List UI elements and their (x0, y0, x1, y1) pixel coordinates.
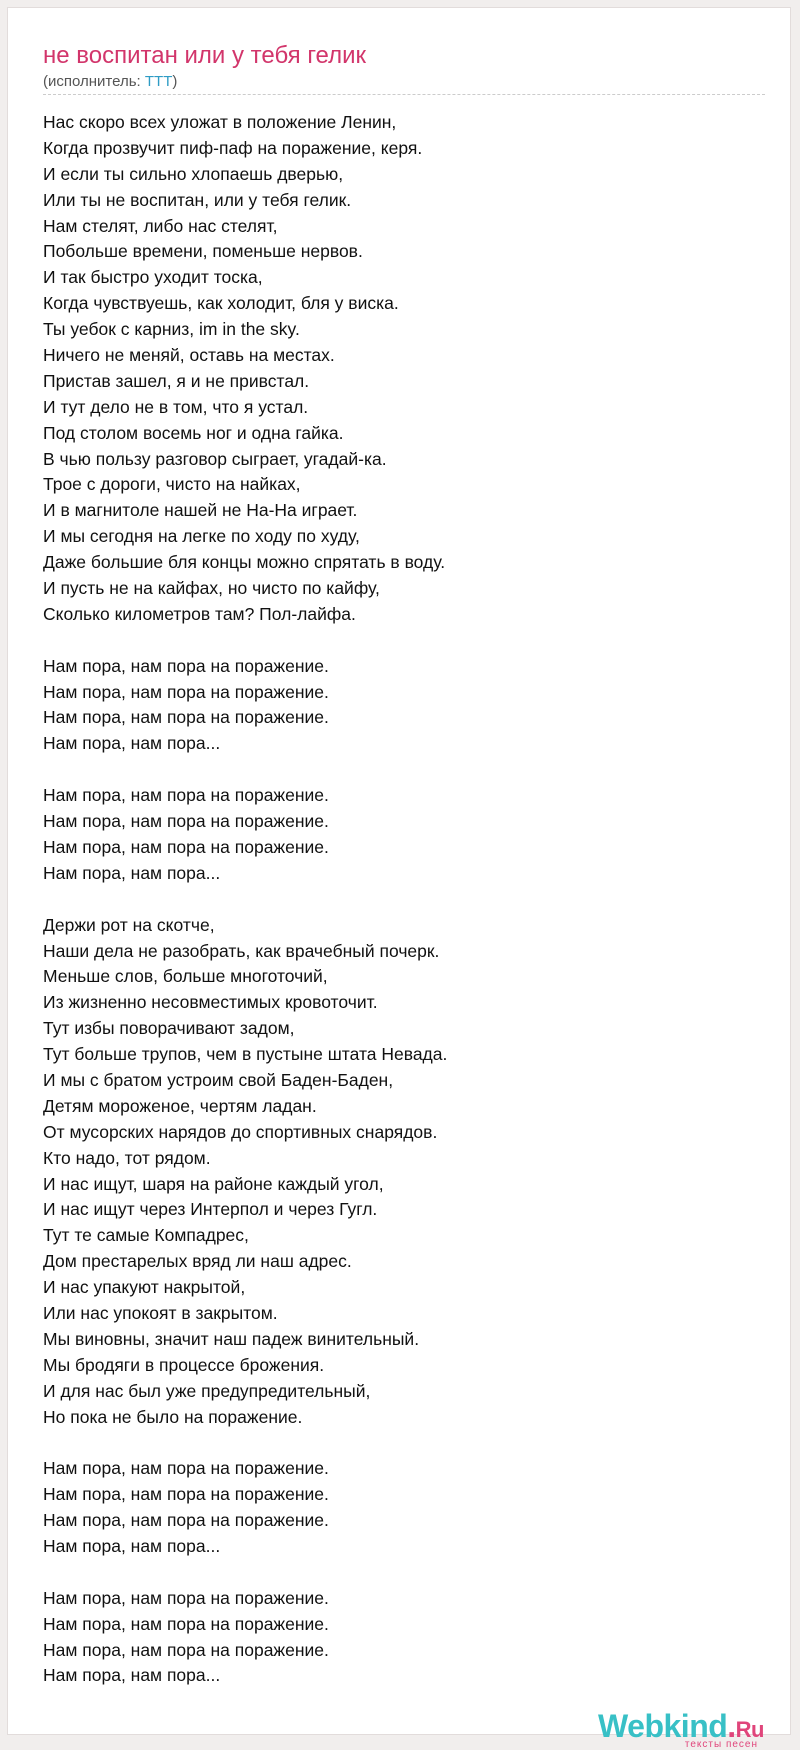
lyric-line: Сколько километров там? Пол-лайфа. (43, 603, 356, 624)
lyric-line: И если ты сильно хлопаешь дверью, (43, 163, 344, 184)
lyric-line: И так быстро уходит тоска, (43, 267, 263, 288)
lyric-line: Под столом восемь ног и одна гайка. (43, 422, 344, 443)
lyric-line: Дом престарелых вряд ли наш адрес. (43, 1251, 352, 1272)
lyric-line: В чью пользу разговор сыграет, угадай-ка. (43, 448, 387, 469)
lyric-line: Нам пора, нам пора на поражение. (43, 836, 329, 857)
lyric-line: Нам пора, нам пора на поражение. (43, 1639, 329, 1660)
lyric-line: Но пока не было на поражение. (43, 1406, 303, 1427)
lyric-line: Мы виновны, значит наш падеж винительный. (43, 1328, 420, 1349)
lyrics-body (43, 110, 773, 1689)
lyric-line: Ты уебок с карниз, im in the sky. (43, 319, 300, 340)
lyric-line: Нам пора, нам пора на поражение. (43, 1484, 329, 1505)
lyric-line: Или нас упокоят в закрытом. (43, 1302, 278, 1323)
lyric-line: Нам пора, нам пора на поражение. (43, 811, 329, 832)
lyric-line: Нам пора, нам пора на поражение. (43, 655, 329, 676)
lyric-line: Нам пора, нам пора на поражение. (43, 1613, 329, 1634)
logo-tld: Ru (735, 1717, 764, 1742)
lyric-line: Нам пора, нам пора на поражение. (43, 1510, 329, 1531)
lyric-line: Нам пора, нам пора на поражение. (43, 785, 329, 806)
lyric-line: Мы бродяги в процессе брожения. (43, 1354, 325, 1375)
lyric-line: И мы с братом устроим свой Баден-Баден, (43, 1069, 394, 1090)
lyric-line: И нас ищут, шаря на районе каждый угол, (43, 1173, 384, 1194)
title-divider (43, 94, 765, 95)
song-title: не воспитан или у тебя гелик (43, 42, 367, 69)
stanza-break (43, 757, 773, 783)
lyric-line: Детям мороженое, чертям ладан. (43, 1095, 317, 1116)
lyric-line: От мусорских нарядов до спортивных снарядов. (43, 1121, 438, 1142)
lyric-line: Тут больше трупов, чем в пустыне штата Невада. (43, 1044, 448, 1065)
lyric-line: Наши дела не разобрать, как врачебный почерк. (43, 940, 440, 961)
lyric-line: Ничего не меняй, оставь на местах. (43, 345, 335, 366)
lyric-line: Нам пора, нам пора на поражение. (43, 1587, 329, 1608)
lyric-line: Держи рот на скотче, (43, 914, 215, 935)
lyric-line: Тут избы поворачивают задом, (43, 1018, 295, 1039)
artist-link[interactable]: ТТТ (144, 73, 173, 90)
artist-line (43, 73, 177, 90)
artist-suffix: ) (172, 73, 178, 90)
lyric-line: Нам пора, нам пора... (43, 733, 221, 754)
artist-prefix: (исполнитель: (43, 73, 145, 90)
stanza-break (43, 887, 773, 913)
lyric-line: И в магнитоле нашей не На-На играет. (43, 500, 358, 521)
lyric-line: Нам пора, нам пора на поражение. (43, 1458, 329, 1479)
lyric-line: И тут дело не в том, что я устал. (43, 396, 309, 417)
lyric-line: Нам пора, нам пора на поражение. (43, 707, 329, 728)
logo-tagline: тексты песен (684, 1739, 758, 1750)
lyric-line: Трое с дороги, чисто на найках, (43, 474, 301, 495)
lyric-line: И пусть не на кайфах, но чисто по кайфу, (43, 578, 380, 599)
lyric-line: И мы сегодня на легке по ходу по худу, (43, 526, 360, 547)
lyric-line: Меньше слов, больше многоточий, (43, 966, 328, 987)
logo-dot: . (727, 1708, 736, 1744)
lyric-line: И нас ищут через Интерпол и через Гугл. (43, 1199, 378, 1220)
lyric-line: И для нас был уже предупредительный, (43, 1380, 371, 1401)
lyric-line: Тут те самые Компадрес, (43, 1225, 249, 1246)
lyrics-page (7, 7, 791, 1750)
lyric-line: Кто надо, тот рядом. (43, 1147, 211, 1168)
stanza-break (43, 1430, 773, 1456)
lyric-line: Пристав зашел, я и не привстал. (43, 370, 310, 391)
logo-brand: Webkind (598, 1708, 728, 1744)
lyric-line: Даже большие бля концы можно спрятать в воду. (43, 552, 446, 573)
lyric-line: Когда чувствуешь, как холодит, бля у виска. (43, 293, 399, 314)
lyric-line: Из жизненно несовместимых кровоточит. (43, 992, 378, 1013)
webkind-logo (598, 1708, 764, 1750)
lyric-line: Когда прозвучит пиф-паф на поражение, керя. (43, 137, 423, 158)
lyric-line: И нас упакуют накрытой, (43, 1277, 246, 1298)
lyric-line: Нам пора, нам пора... (43, 862, 221, 883)
stanza-break (43, 628, 773, 654)
lyric-line: Нам стелят, либо нас стелят, (43, 215, 278, 236)
lyric-line: Побольше времени, поменьше нервов. (43, 241, 363, 262)
lyric-line: Нам пора, нам пора... (43, 1665, 221, 1686)
stanza-break (43, 1560, 773, 1586)
lyric-line: Нас скоро всех уложат в положение Ленин, (43, 112, 397, 132)
lyric-line: Нам пора, нам пора... (43, 1535, 221, 1556)
lyric-line: Или ты не воспитан, или у тебя гелик. (43, 189, 352, 210)
lyric-line: Нам пора, нам пора на поражение. (43, 681, 329, 702)
